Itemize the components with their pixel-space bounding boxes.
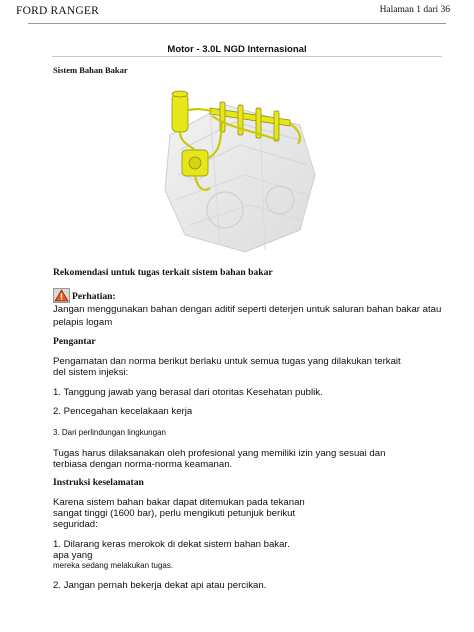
intro-heading: Pengantar [53,336,96,347]
intro-paragraph-line1: Pengamatan dan norma berikut berlaku untuk semua tugas yang dilakukan terkait [53,356,401,367]
warning-text-line1: Jangan menggunakan bahan dengan aditif seperti deterjen untuk saluran bahan bakar atau [53,304,442,315]
intro-paragraph2-line1: Tugas harus dilaksanakan oleh profesional yang memiliki izin yang sesuai dan [53,448,386,459]
safety-heading: Instruksi keselamatan [53,477,144,488]
intro-list-item-3: 3. Dari perlindungan lingkungan [53,428,166,437]
document-title: Motor - 3.0L NGD Internasional [167,44,307,55]
intro-paragraph2-line2: terbiasa dengan norma-norma keamanan. [53,459,233,470]
safety-paragraph-line1: Karena sistem bahan bakar dapat ditemukan pada tekanan [53,497,305,508]
safety-item-1-line1: 1. Dilarang keras merokok di dekat sistem bahan bakar. [53,539,290,550]
intro-list-item-1: 1. Tanggung jawab yang berasal dari otoritas Kesehatan publik. [53,387,323,398]
intro-list-item-2: 2. Pencegahan kecelakaan kerja [53,406,193,417]
safety-item-1-line3: mereka sedang melakukan tugas. [53,561,174,570]
safety-item-2: 2. Jangan pernah bekerja dekat api atau percikan. [53,580,267,591]
section-label: Sistem Bahan Bakar [53,65,128,75]
intro-paragraph-line2: del sistem injeksi: [53,367,129,378]
safety-paragraph-line3: seguridad: [53,519,98,530]
warning-title: Perhatian: [72,291,116,302]
title-divider [52,56,442,57]
warning-text-line2: pelapis logam [53,317,113,328]
safety-item-1-line2: apa yang [53,550,93,561]
header-brand: FORD RANGER [16,5,100,17]
warning-triangle-icon [53,288,70,303]
engine-fuel-system-illustration [150,80,325,255]
safety-paragraph-line2: sangat tinggi (1600 bar), perlu mengikuti petunjuk berikut [53,508,296,519]
page-indicator: Halaman 1 dari 36 [379,5,450,15]
header-divider [28,23,446,24]
recommendation-heading: Rekomendasi untuk tugas terkait sistem bahan bakar [53,267,273,278]
